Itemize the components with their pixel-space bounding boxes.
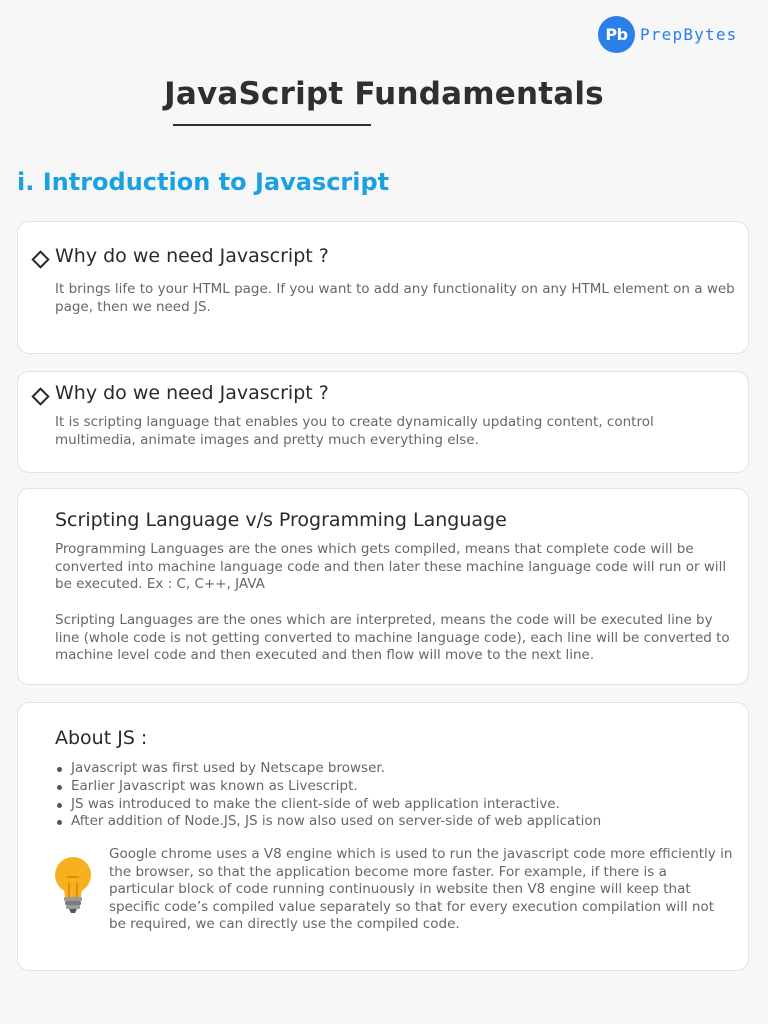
list-item: After addition of Node.JS, JS is now also used on server-side of web application — [55, 813, 735, 831]
programming-languages-paragraph: Programming Languages are the ones which gets compiled, means that complete code will be converted into machine language code and then later these machine language code will run or will be executed. Ex : C, C++, JAVA — [55, 541, 727, 592]
card-body: It brings life to your HTML page. If you want to add any functionality on any HTML element on a web page, then we need JS. — [55, 281, 735, 315]
diamond-bullet-icon — [31, 250, 49, 268]
lightbulb-icon — [49, 853, 97, 917]
brand-logo[interactable] — [598, 16, 738, 53]
section-heading: i. Introduction to Javascript — [17, 168, 390, 196]
card-why-need-js-2 — [17, 371, 749, 473]
card-why-need-js-1 — [17, 221, 749, 354]
scripting-languages-paragraph: Scripting Languages are the ones which are interpreted, means the code will be executed line by line (whole code is not getting converted to machine language code), each line will be converted to machine level code and then executed and then flow will move to the next line. — [55, 612, 730, 663]
v8-engine-tip: Google chrome uses a V8 engine which is used to run the javascript code more efficiently in the browser, so that the application become more faster. For example, if there is a particular block of code running continuously in website then V8 engine will keep that specific code’s compiled value separately so that for every execution compilation will not be required, we can directly use the compiled code. — [109, 846, 733, 933]
card-heading: About JS : — [55, 727, 148, 749]
card-heading: Why do we need Javascript ? — [55, 245, 329, 267]
card-heading: Why do we need Javascript ? — [55, 382, 329, 404]
prepbytes-logo-icon: Pb — [598, 16, 635, 53]
card-body: It is scripting language that enables you to create dynamically updating content, control multimedia, animate images and pretty much everything else. — [55, 414, 654, 448]
title-underline — [173, 124, 371, 126]
brand-name: PrepBytes — [640, 25, 738, 44]
about-js-list — [55, 760, 735, 831]
diamond-bullet-icon — [31, 387, 49, 405]
list-item: JS was introduced to make the client-side of web application interactive. — [55, 796, 735, 814]
page-title: JavaScript Fundamentals — [164, 76, 604, 112]
list-item: Earlier Javascript was known as Livescript. — [55, 778, 735, 796]
card-about-js — [17, 702, 749, 971]
card-heading: Scripting Language v/s Programming Language — [55, 509, 507, 531]
list-item: Javascript was first used by Netscape browser. — [55, 760, 735, 778]
card-scripting-vs-programming — [17, 488, 749, 685]
